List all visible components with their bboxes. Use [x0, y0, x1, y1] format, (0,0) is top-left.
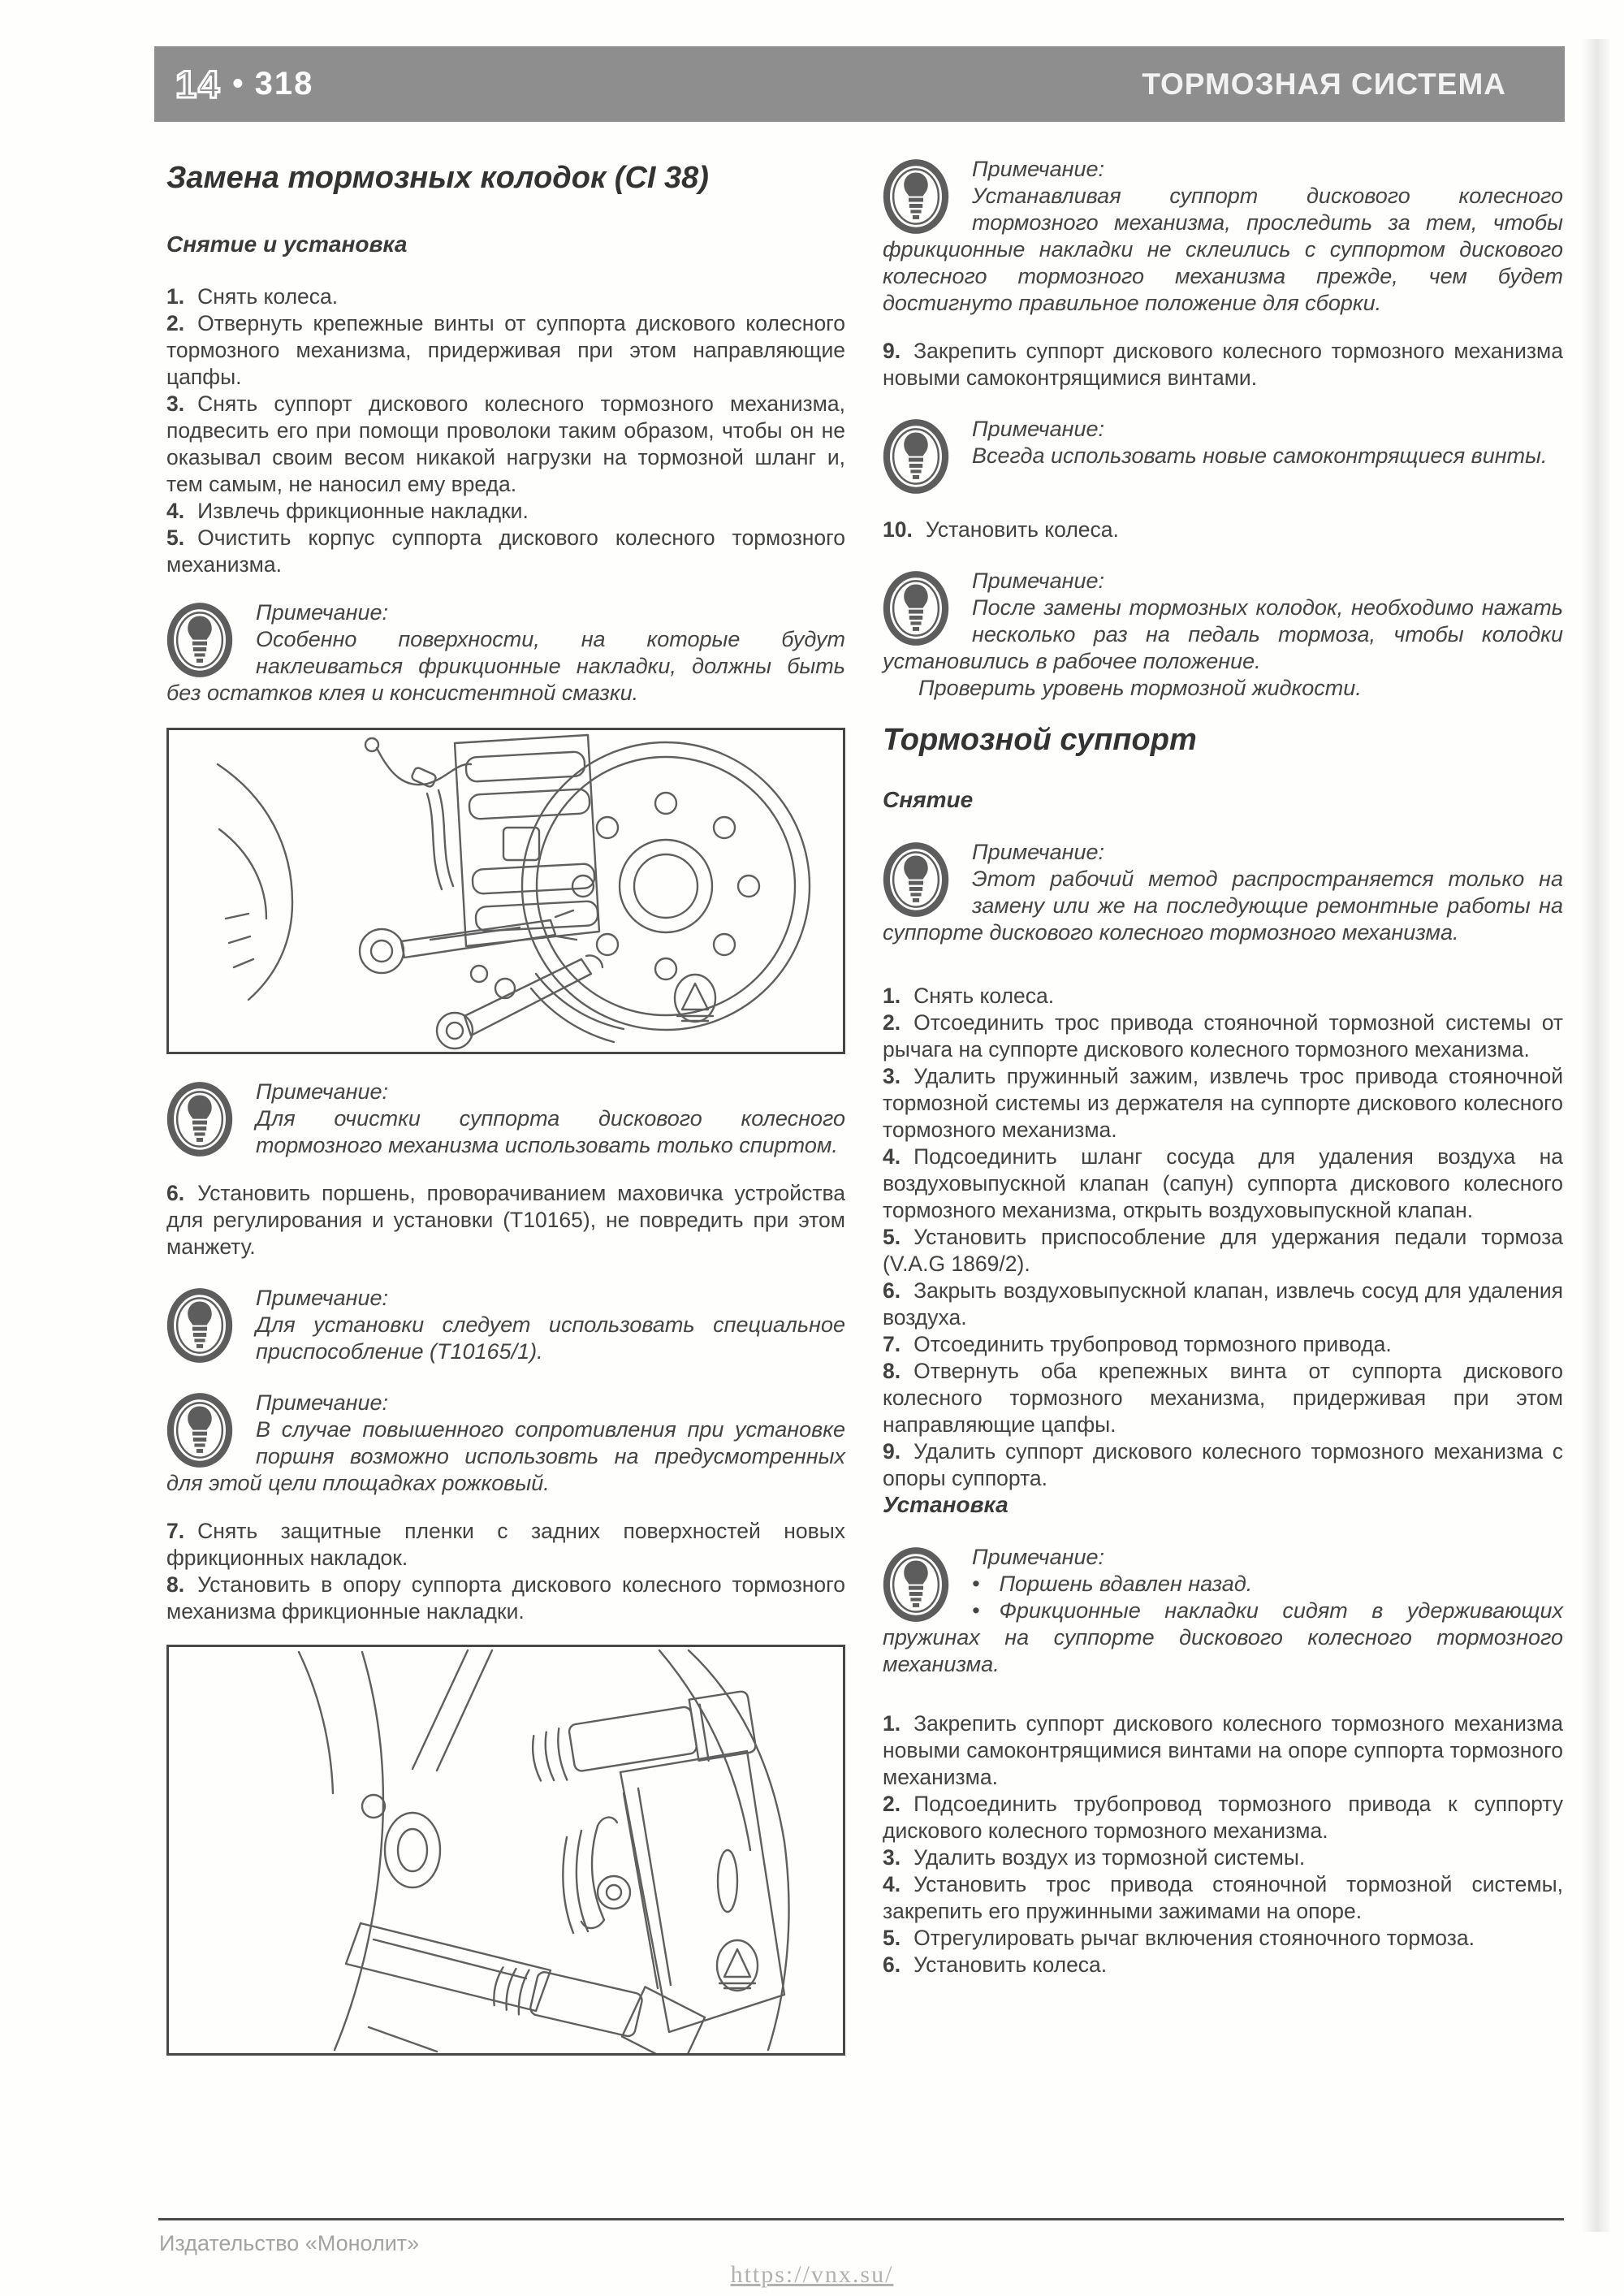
- step: 9. Удалить суппорт дискового колесного тормозного механизма с опоры суппорта.: [883, 1439, 1563, 1490]
- step: 2. Подсоединить трубопровод тормозного привода к суппорту дискового колесного тормозного механизма.: [883, 1792, 1563, 1843]
- figure-pads-installation: [166, 1645, 845, 2056]
- bullet-marker: •: [972, 1598, 980, 1623]
- note-text: В случае повышенного сопротивления при установке поршня возможно использовть на предусмотренных для этой цели площадках рожковый.: [166, 1417, 845, 1495]
- subsection-removal-installation: Снятие и установка: [166, 231, 408, 257]
- right-column: [883, 156, 1563, 1978]
- step: 1. Закрепить суппорт дискового колесного тормозного механизма новыми самоконтрящимися винтами на опоре суппорта тормозного механизма.: [883, 1711, 1563, 1789]
- step: 8. Отвернуть оба крепежных винта от суппорта дискового колесного тормозного механизма, придерживая при этом направляющие цапфы.: [883, 1359, 1563, 1437]
- step: 4. Извлечь фрикционные накладки.: [166, 499, 529, 523]
- step: 5. Установить приспособление для удержания педали тормоза (V.A.G 1869/2).: [883, 1225, 1563, 1276]
- publisher-credit: Издательство «Монолит»: [159, 2231, 420, 2255]
- note-title: Примечание:: [972, 1545, 1104, 1569]
- note-title: Примечание:: [972, 569, 1104, 593]
- note-new-screws: [883, 416, 1563, 495]
- step: 7. Отсоединить трубопровод тормозного привода.: [883, 1332, 1392, 1356]
- note-bullet: • Фрикционные накладки сидят в удерживающих пружинах на суппорте дискового колесного тормозного механизма.: [883, 1598, 1563, 1676]
- lightbulb-icon: [166, 1288, 233, 1363]
- note-text: Для очистки суппорта дискового колесного тормозного механизма использовать только спиртом.: [256, 1106, 845, 1157]
- step: 2. Отвернуть крепежные винты от суппорта дискового колесного тормозного механизма, придерживая при этом направляющие цапфы.: [166, 311, 845, 389]
- chapter-title: ТОРМОЗНАЯ СИСТЕМА: [1142, 67, 1506, 101]
- page-edge-shadow: [1582, 39, 1609, 2232]
- watermark-link[interactable]: https://vnx.su/: [730, 2261, 894, 2288]
- bullet-marker: •: [972, 1572, 980, 1596]
- note-bullet: • Поршень вдавлен назад.: [972, 1572, 1253, 1596]
- step: 3. Удалить пружинный зажим, извлечь трос привода стояночной тормозной системы из держателя на суппорте дискового колесного тормозного механизма.: [883, 1064, 1563, 1142]
- note-install-pads: [883, 156, 1563, 317]
- note-title: Примечание:: [256, 600, 388, 625]
- note-title: Примечание:: [256, 1286, 388, 1310]
- note-title: Примечание:: [972, 157, 1104, 181]
- step: 9. Закрепить суппорт дискового колесного тормозного механизма новыми самоконтрящимися винтами.: [883, 339, 1563, 390]
- installation-steps: [883, 1710, 1563, 1978]
- step: 6. Установить колеса.: [883, 1952, 1108, 1977]
- lightbulb-icon: [166, 1082, 233, 1157]
- step: 4. Подсоединить шланг сосуда для удаления воздуха на воздуховыпускной клапан (сапун) суппорта дискового колесного тормозного механизма, открыть воздуховыпускной клапан.: [883, 1144, 1563, 1222]
- footer-rule: [158, 2218, 1564, 2220]
- figure-caliper-removal: [166, 728, 845, 1054]
- step: 4. Установить трос привода стояночной тормозной системы, закрепить его пружинными зажимами на опоре.: [883, 1872, 1563, 1923]
- figure1-line-art: [169, 730, 843, 1052]
- note-surfaces: [166, 599, 845, 707]
- page-number-separator: •: [232, 67, 244, 101]
- watermark: [0, 2261, 1624, 2289]
- step: 8. Установить в опору суппорта дискового колесного тормозного механизма фрикционные накладки.: [166, 1572, 845, 1624]
- note-special-tool: [166, 1285, 845, 1365]
- subsection-installation: Установка: [883, 1492, 1009, 1517]
- step: 7. Снять защитные пленки с задних поверхностей новых фрикционных накладок.: [166, 1519, 845, 1570]
- note-text: Устанавливая суппорт дискового колесного тормозного механизма, проследить за тем, чтобы фрикционные накладки не склеились с суппортом дискового колесного тормозного механизма прежде, чем будет достигнуто правильное положение для сборки.: [883, 184, 1563, 315]
- page-header: [154, 46, 1565, 122]
- page-number-block: [175, 62, 313, 106]
- left-column: [166, 161, 845, 2080]
- lightbulb-icon: [883, 1547, 949, 1622]
- step: 1. Снять колеса.: [166, 284, 339, 309]
- step: 1. Снять колеса.: [883, 984, 1055, 1008]
- chapter-number: 14: [175, 63, 222, 106]
- step: 2. Отсоединить трос привода стояночной тормозной системы от рычага на суппорте дискового колесного тормозного механизма.: [883, 1010, 1563, 1062]
- step: 3. Снять суппорт дискового колесного тормозного механизма, подвесить его при помощи проволоки таким образом, чтобы он не оказывал своим весом никакой нагрузки на тормозной шланг и, тем самым, не наносил ему вреда.: [166, 391, 845, 496]
- lightbulb-icon: [166, 1393, 233, 1468]
- note-text: После замены тормозных колодок, необходимо нажать несколько раз на педаль тормоза, чтобы колодки установились в рабочее положение.: [883, 595, 1563, 673]
- note-text: Всегда использовать новые самоконтрящиеся винты.: [972, 443, 1548, 468]
- step: 10. Установить колеса.: [883, 517, 1119, 542]
- removal-steps: [883, 983, 1563, 1492]
- note-title: Примечание:: [972, 840, 1104, 864]
- step: 5. Очистить корпус суппорта дискового колесного тормозного механизма.: [166, 525, 845, 577]
- step: 3. Удалить воздух из тормозной системы.: [883, 1845, 1306, 1870]
- lightbulb-icon: [883, 571, 949, 646]
- note-alcohol: [166, 1079, 845, 1159]
- note-text: Особенно поверхности, на которые будут наклеиваться фрикционные накладки, должны быть без остатков клея и консистентной смазки.: [166, 627, 845, 705]
- note-method: [883, 839, 1563, 946]
- note-pads-seated: [883, 1544, 1563, 1678]
- subsection-removal: Снятие: [883, 787, 974, 812]
- note-title: Примечание:: [972, 417, 1104, 441]
- step: 5. Отрегулировать рычаг включения стояночного тормоза.: [883, 1926, 1475, 1950]
- note-text: Этот рабочий метод распространяется только на замену или же на последующие ремонтные работы на суппорте дискового колесного тормозного механизма.: [883, 867, 1563, 945]
- lightbulb-icon: [883, 159, 949, 234]
- note-pedal: [883, 568, 1563, 702]
- note-text: Проверить уровень тормозной жидкости.: [918, 676, 1362, 700]
- lightbulb-icon: [166, 603, 233, 677]
- step: 6. Установить поршень, проворачиванием маховичка устройства для регулирования и установки (Т10165), не повредить при этом манжету.: [166, 1181, 845, 1259]
- note-title: Примечание:: [256, 1079, 388, 1104]
- figure2-line-art: [169, 1647, 843, 2053]
- section-title-pads-replacement: Замена тормозных колодок (CI 38): [166, 161, 709, 195]
- page-number: 318: [254, 66, 314, 102]
- section-title-brake-caliper: Тормозной суппорт: [883, 723, 1197, 757]
- lightbulb-icon: [883, 419, 949, 494]
- note-resistance: [166, 1390, 845, 1497]
- note-title: Примечание:: [256, 1390, 388, 1415]
- note-text: Для установки следует использовать специальное приспособление (Т10165/1).: [256, 1312, 845, 1364]
- step: 6. Закрыть воздуховыпускной клапан, извлечь сосуд для удаления воздуха.: [883, 1278, 1563, 1330]
- lightbulb-icon: [883, 842, 949, 917]
